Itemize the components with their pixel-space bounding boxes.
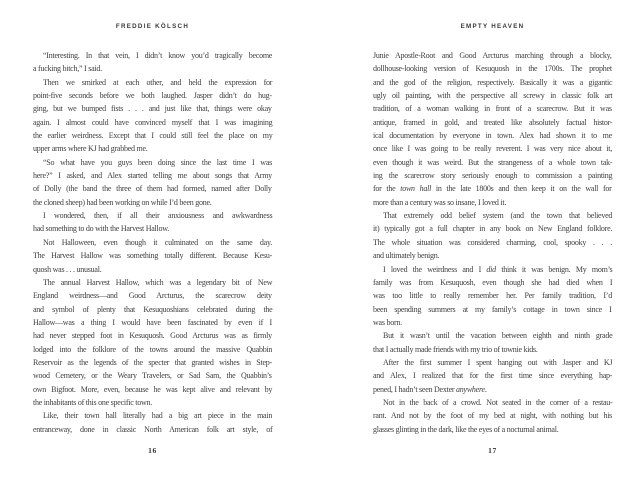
- text-line: I wondered, then, if all their anxiousness and awkwardness: [43, 211, 273, 221]
- text-line: Like, their town hall literally had a big art piece in the main: [43, 411, 273, 421]
- text-line: wood Cemetery, or the Weary Travelers, or Sad Sam, the Quabbin’s: [33, 371, 272, 381]
- right-page-number: 17: [488, 446, 497, 455]
- text-line: and symbol of plenty that Kesuquoshians celebrated during the: [33, 304, 273, 314]
- text-line: it) typically got a full chapter in any book on New England folklore.: [373, 224, 613, 234]
- text-line: ical documentation by everyone in town. Alex had shown it to me: [373, 131, 612, 141]
- text-line: ging, but we bumped fists . . . and just like that, things were okay: [33, 104, 272, 114]
- text-line: The annual Harvest Hallow, which was a legendary bit of New: [43, 277, 273, 287]
- text-line: a fucking bitch,” I said.: [33, 64, 102, 74]
- text-line: point-five seconds before we both laughed. Jasper didn’t do hug-: [33, 91, 272, 101]
- text-line: I loved the weirdness and I did think it was benign. My mom’s: [383, 264, 613, 274]
- right-page: [373, 0, 612, 480]
- text-line: quosh was . . . unusual.: [33, 264, 102, 274]
- text-line: the cloned sheep) had been working on while I’d been gone.: [33, 197, 212, 207]
- text-line: the inhabitants of this one specific town.: [33, 397, 153, 407]
- text-line: That extremely odd belief system (and the town that believed: [383, 211, 613, 221]
- left-page: [33, 0, 272, 480]
- text-line: had never stepped foot in Kesuquosh. Good Arcturus was as firmly: [33, 331, 272, 341]
- text-line: and the god of the religion, respectively. Basically it was a gigantic: [373, 77, 613, 87]
- left-page-number: 16: [148, 446, 157, 455]
- text-line: England weirdness—and Good Arcturus, the scarecrow deity: [33, 291, 272, 301]
- text-line: glasses glinting in the dark, like the eyes of a nocturnal animal.: [373, 424, 559, 434]
- text-line: here?” I asked, and Alex started telling me about songs that Army: [33, 171, 272, 181]
- right-page-text: [373, 49, 612, 436]
- text-line: once like I was going to be really reverent. I was very nice about it,: [373, 144, 612, 154]
- text-line: own Bigfoot. More, even, because he was kept alive and relevant by: [33, 384, 273, 394]
- text-line: was too little to really remember her. Per family tradition, I’d: [373, 291, 612, 301]
- text-line: Not Halloween, even though it culminated on the same day.: [43, 237, 272, 247]
- text-line: Junie Apostle-Root and Good Arcturus marching through a blocky,: [373, 51, 612, 60]
- text-line: dollhouse-looking version of Kesuquosh in the 1700s. The prophet: [373, 64, 612, 74]
- text-line: the earlier weirdness. Except that I could still feel the place on my: [33, 131, 273, 141]
- text-line: tradition, of a woman walking in front of a scarecrow. But it was: [373, 104, 612, 114]
- left-running-head: FREDDIE KÖLSCH: [115, 23, 190, 30]
- text-line: Reservoir as the legends of the specter that granted wishes in Step-: [33, 357, 272, 367]
- text-line: But it wasn’t until the vacation between eighth and ninth grade: [383, 331, 613, 341]
- text-line: Not in the back of a crowd. Not seated in the corner of a restau-: [383, 397, 613, 407]
- text-line: again. I almost could have convinced myself that I was imagining: [33, 117, 273, 127]
- text-line: and Alex, I realized that for the first time since everything hap-: [373, 371, 613, 381]
- right-running-head: EMPTY HEAVEN: [460, 23, 525, 30]
- text-line: lodged into the folklore of the towns around the massive Quabbin: [33, 344, 273, 354]
- text-line: of Dolly (the band the three of them had formed, named after Dolly: [33, 184, 272, 194]
- text-line: upper arms where KJ had grabbed me.: [33, 144, 148, 154]
- text-line: and ultimately benign.: [373, 251, 440, 261]
- text-line: that I actually made friends with my trio of townie kids.: [373, 344, 538, 354]
- text-line: pened, I hadn’t seen Dexter anywhere.: [373, 384, 487, 394]
- text-line: Then we smirked at each other, and held the expression for: [43, 77, 273, 87]
- text-line: had something to do with the Harvest Hallow.: [33, 224, 170, 234]
- text-line: more than a century was so insane, I loved it.: [373, 197, 507, 207]
- text-line: After the first summer I spent hanging out with Jasper and KJ: [383, 357, 613, 367]
- text-line: “Interesting. In that vein, I didn’t know you’d tragically become: [43, 51, 273, 60]
- text-line: “So what have you guys been doing since the last time I was: [43, 157, 272, 167]
- text-line: The Harvest Hallow was something totally different. Because Kesu-: [33, 251, 272, 261]
- text-line: was born.: [373, 317, 402, 327]
- text-line: even though it was weird. But the strangeness of a whole town tak-: [373, 157, 613, 167]
- text-line: The whole situation was considered charming, cool, spooky . . .: [373, 237, 612, 247]
- text-line: antique, framed in gold, and treated like absolutely factual histor-: [373, 117, 613, 127]
- text-line: rant. And not by the foot of my bed at night, with nothing but his: [373, 411, 613, 421]
- text-line: Hallow—was a thing I would have been fascinated by even if I: [33, 317, 272, 327]
- text-line: family was from Kesuquosh, even though she had died when I: [373, 277, 613, 287]
- text-line: ugly oil painting, with the perspective all screwy in classic folk art: [373, 91, 613, 101]
- text-line: entranceway, done in classic North American folk art style, of: [33, 424, 273, 434]
- left-page-text: [33, 49, 272, 436]
- text-line: ing the scarecrow story seriously enough to commission a painting: [373, 171, 613, 181]
- text-line: been spending summers at my family’s cottage in town since I: [373, 304, 612, 314]
- text-line: for the town hall in the late 1800s and then keep it on the wall for: [373, 184, 612, 194]
